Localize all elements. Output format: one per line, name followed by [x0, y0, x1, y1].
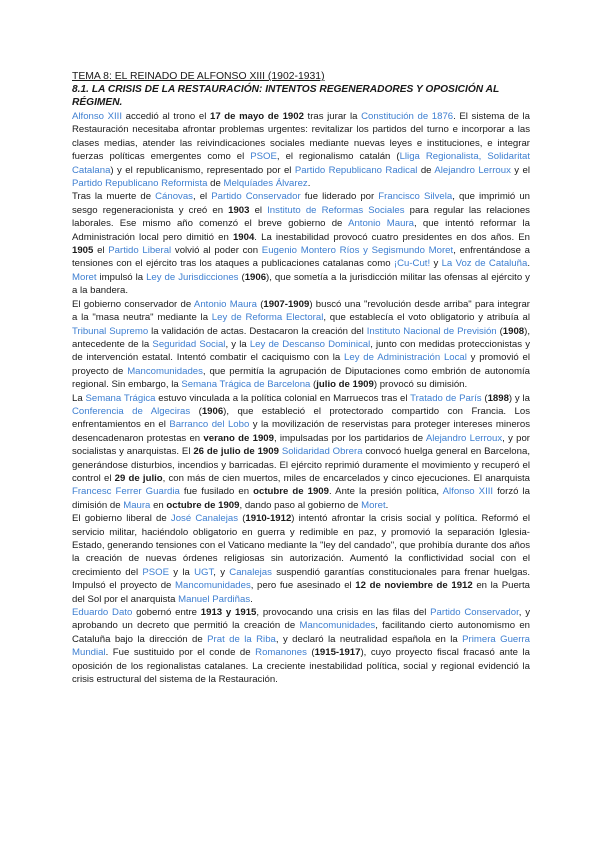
- text-run: de: [417, 164, 435, 176]
- bold-term: octubre de 1909: [166, 499, 240, 511]
- text-run: (: [238, 513, 246, 525]
- highlighted-term: Tribunal Supremo: [72, 325, 149, 337]
- highlighted-term: Antonio Maura: [193, 298, 257, 310]
- document-title: TEMA 8: EL REINADO DE ALFONSO XIII (1902-1931): [72, 71, 325, 82]
- highlighted-term: Partido Republicano Radical: [294, 164, 418, 176]
- text-run: ), antecedente de la: [72, 325, 530, 350]
- text-run: , junto con medidas proteccionistas y de intervención estatal. Intentó combatir el caciquismo con la: [72, 338, 530, 364]
- text-run: y la movilización de reservistas para proteger intereses mineros desencadenaron protestas en: [72, 419, 530, 444]
- bold-term: 1907-1909: [263, 298, 310, 310]
- paragraph: [72, 190, 530, 297]
- bold-term: 29 de julio: [114, 472, 163, 484]
- paragraph: [72, 606, 530, 686]
- highlighted-term: PSOE: [250, 151, 277, 163]
- text-run: ), cuyo proyecto fiscal fracasó ante la oposición de los regionalistas catalanes. La creciente inestabilidad política, social y regional evidenció la crisis estructural del sistema de la Restauración.: [72, 647, 530, 686]
- text-run: (: [481, 392, 488, 404]
- highlighted-term: Instituto de Reformas Sociales: [267, 204, 405, 216]
- bold-term: octubre de 1909: [253, 486, 329, 498]
- highlighted-term: Alfonso XIII: [72, 111, 123, 122]
- text-run: impulsó la: [96, 271, 147, 283]
- document-body: [72, 110, 530, 686]
- highlighted-term: UGT: [194, 566, 214, 578]
- bold-term: 1908: [502, 325, 525, 337]
- highlighted-term: Romanones: [255, 647, 307, 659]
- text-run: suspendió garantías constitucionales para frenar huelgas. Impulsó el proyecto de: [72, 566, 531, 592]
- highlighted-term: Lliga Regionalista, Solidaritat Catalana: [72, 151, 530, 176]
- text-run: ) buscó una "revolución desde arriba" para integrar a la "masa neutra" mediante la: [72, 298, 530, 324]
- text-run: , el regionalismo catalán (: [276, 151, 400, 163]
- text-run: , con más de cien muertos, miles de encarcelados y cinco ejecuciones. El anarquista: [162, 472, 531, 484]
- text-run: (: [190, 405, 202, 417]
- paragraph: [72, 512, 530, 606]
- highlighted-term: Alejandro Lerroux: [434, 164, 511, 176]
- highlighted-term: Eugenio Montero Ríos y Segismundo Moret: [261, 245, 454, 257]
- highlighted-term: Eduardo Dato: [72, 607, 133, 619]
- text-run: .: [250, 593, 253, 605]
- text-run: ), que sometía a la jurisdicción militar las ofensas al ejército y a la bandera.: [72, 271, 530, 297]
- bold-term: 1905: [72, 245, 94, 257]
- text-run: .: [307, 178, 311, 190]
- highlighted-term: Barranco del Lobo: [169, 419, 250, 431]
- text-run: de: [207, 178, 224, 190]
- highlighted-term: Seguridad Social: [152, 338, 226, 350]
- highlighted-term: Semana Trágica de Barcelona: [181, 379, 311, 391]
- text-run: .: [527, 258, 530, 270]
- highlighted-term: Conferencia de Algeciras: [72, 405, 191, 417]
- text-run: forzó la dimisión de: [72, 486, 530, 511]
- highlighted-term: PSOE: [142, 566, 170, 578]
- text-run: , y la: [225, 338, 250, 350]
- text-run: , provocando una crisis en las filas del: [256, 607, 431, 619]
- text-run: , y: [213, 566, 230, 578]
- highlighted-term: ¡Cu-Cut!: [393, 258, 431, 270]
- text-run: el: [249, 204, 268, 216]
- bold-term: 12 de noviembre de 1912: [355, 580, 473, 592]
- highlighted-term: Ley de Descanso Dominical: [249, 338, 371, 350]
- highlighted-term: Partido Conservador: [211, 191, 301, 203]
- bold-term: 1903: [228, 204, 250, 216]
- highlighted-term: Partido Liberal: [108, 245, 172, 257]
- paragraph: [72, 298, 530, 392]
- highlighted-term: Partido Republicano Reformista: [72, 178, 208, 190]
- text-run: .: [385, 499, 389, 511]
- highlighted-term: Partido Conservador: [430, 607, 519, 619]
- text-run: ), que estableció el protectorado compartido con Francia. Los enfrentamientos en el: [72, 405, 530, 431]
- text-run: (: [238, 271, 245, 283]
- text-run: tras jurar la: [303, 111, 362, 122]
- document-page: [72, 70, 530, 686]
- text-run: , que imprimió un sesgo regeneracionista y creó en: [72, 191, 531, 216]
- highlighted-term: José Canalejas: [170, 513, 239, 525]
- text-run: . La inestabilidad provocó cuatro presidentes en dos años. En: [254, 231, 530, 243]
- text-run: (: [256, 298, 264, 310]
- text-run: , el: [192, 191, 212, 203]
- text-run: Tras la muerte de: [72, 191, 156, 203]
- text-run: El gobierno liberal de: [72, 513, 171, 525]
- text-run: el: [93, 245, 109, 257]
- text-run: ) y la: [508, 392, 530, 404]
- text-run: ) y el republicanismo, representado por el: [110, 164, 295, 176]
- text-run: , dando paso al gobierno de: [239, 499, 362, 511]
- text-run: . Ante la presión política,: [328, 486, 443, 498]
- text-run: El gobierno conservador de: [72, 298, 194, 310]
- text-run: y: [430, 258, 442, 270]
- bold-term: 26 de julio de 1909: [193, 446, 279, 458]
- text-run: y promovió el proyecto de: [72, 352, 531, 377]
- highlighted-term: Constitución de 1876: [361, 111, 454, 122]
- bold-term: 1906: [201, 405, 224, 417]
- text-run: . El sistema de la Restauración necesitaba afrontar problemas urgentes: revitalizar los partidos del turno e incorporar a las clases medias, atender las reivindicaciones sociales mediante nuevas leyes e instituciones, e integrar fuerzas políticas emergentes como el: [72, 111, 530, 163]
- bold-term: 1910-1912: [245, 513, 292, 525]
- text-run: , que permitía la agrupación de Diputaciones como embrión de autonomía regional. Sin embargo, la: [72, 365, 530, 391]
- text-run: (: [310, 379, 317, 391]
- text-run: . Fue sustituido por el conde de: [105, 647, 256, 659]
- highlighted-term: Ley de Jurisdicciones: [146, 271, 239, 283]
- text-run: en la Puerta del Sol por el anarquista: [72, 580, 530, 605]
- highlighted-term: Manuel Pardiñas: [178, 593, 251, 605]
- bold-term: 1915-1917: [314, 647, 361, 659]
- text-run: La: [72, 392, 86, 404]
- text-run: , y por socialistas y anarquistas. El: [72, 432, 530, 458]
- highlighted-term: Francisco Silvela: [378, 191, 453, 203]
- highlighted-term: Melquíades Álvarez: [223, 178, 308, 190]
- highlighted-term: Moret: [72, 271, 97, 283]
- bold-term: 1913 y 1915: [200, 607, 257, 619]
- highlighted-term: Tratado de París: [410, 392, 482, 404]
- bold-term: 17 de mayo de 1902: [209, 111, 304, 122]
- text-run: estuvo vinculada a la política colonial en Marruecos tras el: [155, 392, 411, 404]
- text-run: y el: [510, 164, 530, 176]
- text-run: accedió al trono el: [122, 111, 210, 122]
- highlighted-term: La Voz de Cataluña: [441, 258, 528, 270]
- highlighted-term: Mancomunidades: [299, 620, 376, 632]
- text-run: ) provocó su dimisión.: [373, 379, 468, 391]
- highlighted-term: Alfonso XIII: [442, 486, 494, 498]
- text-run: , pero fue asesinado el: [250, 580, 356, 592]
- highlighted-term: Ley de Administración Local: [344, 352, 467, 364]
- highlighted-term: Cánovas: [155, 191, 193, 203]
- text-run: , impulsadas por los partidarios de: [273, 432, 426, 444]
- text-run: , y aprobando un decreto que permitió la creación de: [72, 607, 531, 632]
- text-run: , enfrentándose a tensiones con el ejército tras los ataques a publicaciones catalanas como: [72, 245, 530, 270]
- highlighted-term: Instituto Nacional de Previsión: [366, 325, 497, 337]
- text-run: la validación de actas. Destacaron la creación del: [148, 325, 367, 337]
- text-run: para regular las relaciones laborales. Ese mismo año comenzó el breve gobierno de: [72, 204, 530, 230]
- text-run: (: [306, 647, 315, 659]
- text-run: ) intentó afrontar la crisis social y política. Reformó el servicio militar, haciéndolo obligatorio en guerra y redimible en paz, y promovió la separación Iglesia-Estado, generando tensiones con el Vaticano mediante la "ley del candado", que prohibía durante dos años la creación de nuevas órdenes religiosas sin autorización. Aumentó la conflictividad social con el crecimiento del: [72, 513, 530, 578]
- text-run: , y declaró la neutralidad española en la: [275, 633, 463, 645]
- highlighted-term: Mancomunidades: [175, 580, 251, 592]
- text-run: , facilitando cierto autonomismo en Cataluña bajo la dirección de: [72, 620, 531, 645]
- text-run: , que establecía el voto obligatorio y atribuía al: [323, 312, 530, 324]
- text-run: gobernó entre: [132, 607, 201, 619]
- highlighted-term: Antonio Maura: [348, 218, 414, 230]
- text-run: fue fusilado en: [179, 486, 254, 498]
- text-run: , que intentó reformar la Administración local pero dimitió en: [72, 218, 530, 243]
- highlighted-term: Francesc Ferrer Guardia: [72, 486, 180, 498]
- bold-term: 1904: [232, 231, 255, 243]
- highlighted-term: Primera Guerra Mundial: [72, 633, 530, 659]
- highlighted-term: Prat de la Riba: [207, 633, 276, 645]
- bold-term: 1906: [244, 271, 267, 283]
- text-run: (: [496, 325, 503, 337]
- text-run: convocó huelga general en Barcelona, generándose disturbios, incendios y barricadas. El ejército reprimió duramente el movimiento y recuperó el control el: [72, 446, 530, 484]
- bold-term: verano de 1909: [203, 432, 274, 444]
- bold-term: 1898: [487, 392, 509, 404]
- highlighted-term: Ley de Reforma Electoral: [211, 312, 324, 324]
- highlighted-term: Moret: [361, 499, 386, 511]
- highlighted-term: Maura: [123, 499, 151, 511]
- text-run: en: [150, 499, 167, 511]
- highlighted-term: Alejandro Lerroux: [425, 432, 503, 444]
- highlighted-term: Mancomunidades: [127, 365, 203, 377]
- text-run: y la: [169, 566, 195, 578]
- bold-term: julio de 1909: [316, 379, 374, 391]
- paragraph: [72, 392, 530, 513]
- highlighted-term: Solidaridad Obrera: [281, 446, 363, 458]
- text-run: volvió al poder con: [171, 245, 262, 257]
- highlighted-term: Canalejas: [229, 566, 272, 578]
- text-run: fue liderado por: [300, 191, 379, 203]
- paragraph: [72, 110, 530, 190]
- highlighted-term: Semana Trágica: [85, 392, 156, 404]
- section-heading: 8.1. LA CRISIS DE LA RESTAURACIÓN: INTENTOS REGENERADORES Y OPOSICIÓN AL RÉGIMEN.: [72, 84, 499, 108]
